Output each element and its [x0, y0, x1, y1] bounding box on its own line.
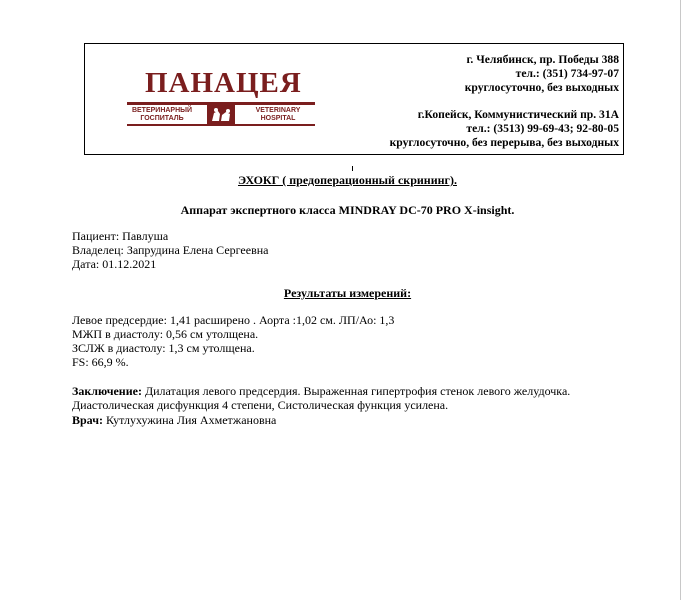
- results-heading: Результаты измерений:: [283, 286, 412, 300]
- date-line: Дата: 01.12.2021: [72, 257, 157, 271]
- branch1-address: г. Челябинск, пр. Победы 388: [466, 53, 619, 66]
- branch2-address: г.Копейск, Коммунистический пр. 31А: [417, 108, 619, 121]
- doctor-label: Врач:: [72, 413, 103, 427]
- fold-mark: [352, 166, 353, 171]
- logo-caption-left-2: ГОСПИТАЛЬ: [140, 115, 184, 122]
- letterhead: [84, 43, 624, 155]
- document-title: ЭХОКГ ( предоперационный скрининг).: [238, 173, 457, 187]
- doctor-line: [72, 413, 276, 427]
- measurement-lvpw: ЗСЛЖ в диастолу: 1,3 см утолщена.: [72, 341, 255, 355]
- animals-emblem-icon: [205, 104, 237, 126]
- doctor-name: Кутлухужина Лия Ахметжановна: [102, 413, 277, 427]
- conclusion-text: Дилатация левого предсердия. Выраженная гипертрофия стенок левого желудочка.: [141, 384, 571, 398]
- logo-title: ПАНАЦЕЯ: [145, 67, 302, 99]
- branch1-phone: тел.: (351) 734-97-07: [515, 67, 619, 80]
- logo-caption-left: [127, 107, 197, 123]
- conclusion-label: Заключение:: [72, 384, 142, 398]
- logo-caption-right-2: HOSPITAL: [260, 115, 296, 122]
- logo-caption-right-1: VETERINARY: [255, 107, 301, 114]
- branch1-hours: круглосуточно, без выходных: [464, 81, 619, 94]
- conclusion-line: [72, 384, 570, 398]
- measurement-ivs: МЖП в диастолу: 0,56 см утолщена.: [72, 327, 259, 341]
- branch2-phone: тел.: (3513) 99-69-43; 92-80-05: [466, 122, 619, 135]
- conclusion-line-2: Диастолическая дисфункция 4 степени, Систолическая функция усилена.: [72, 398, 449, 412]
- device-line: Аппарат экспертного класса MINDRAY DC-70 PRO X-insight.: [180, 203, 515, 217]
- logo-rule-bottom: [127, 124, 315, 126]
- measurement-fs: FS: 66,9 %.: [72, 355, 129, 369]
- patient-line: Пациент: Павлуша: [72, 229, 169, 243]
- branch2-hours: круглосуточно, без перерыва, без выходных: [389, 136, 619, 149]
- measurement-la-ao: Левое предсердие: 1,41 расширено . Аорта :1,02 см. ЛП/Ао: 1,3: [72, 313, 395, 327]
- owner-line: Владелец: Запрудина Елена Сергеевна: [72, 243, 269, 257]
- logo-caption-right: [243, 107, 313, 123]
- logo-caption-left-1: ВЕТЕРИНАРНЫЙ: [131, 107, 193, 114]
- clinic-logo: [127, 66, 317, 132]
